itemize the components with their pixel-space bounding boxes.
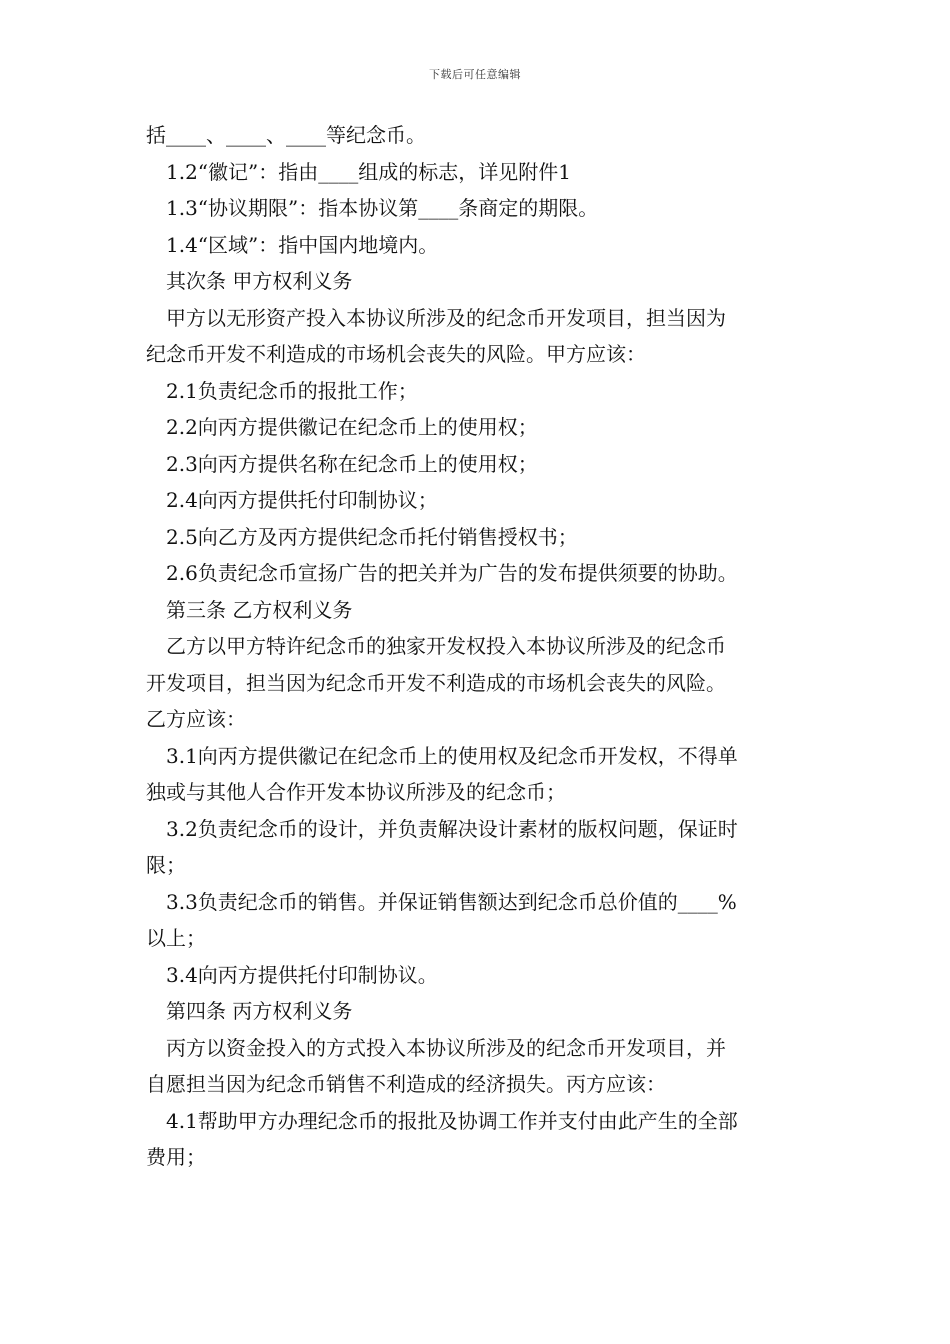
document-line: 其次条 甲方权利义务 <box>166 269 353 293</box>
document-line: 纪念币开发不利造成的市场机会丧失的风险。甲方应该： <box>146 342 646 366</box>
document-line: 开发项目，担当因为纪念币开发不利造成的市场机会丧失的风险。 <box>146 670 726 695</box>
document-line: 独或与其他人合作开发本协议所涉及的纪念币； <box>146 780 566 804</box>
document-line: 限； <box>146 853 186 877</box>
document-line: 2.2向丙方提供徽记在纪念币上的使用权； <box>166 415 538 439</box>
document-line: 括____、____、____等纪念币。 <box>146 123 426 147</box>
document-line: 3.2负责纪念币的设计，并负责解决设计素材的版权问题，保证时 <box>166 816 738 841</box>
document-line: 费用； <box>146 1145 206 1169</box>
document-line: 自愿担当因为纪念币销售不利造成的经济损失。丙方应该： <box>146 1072 666 1096</box>
document-line: 2.1负责纪念币的报批工作； <box>166 378 418 403</box>
document-line: 甲方以无形资产投入本协议所涉及的纪念币开发项目，担当因为 <box>166 305 726 330</box>
document-line: 2.3向丙方提供名称在纪念币上的使用权； <box>166 451 538 476</box>
document-line: 2.4向丙方提供托付印制协议； <box>166 488 438 512</box>
document-line: 3.4向丙方提供托付印制协议。 <box>166 962 438 987</box>
document-line: 第四条 丙方权利义务 <box>166 999 353 1023</box>
document-line: 3.1向丙方提供徽记在纪念币上的使用权及纪念币开发权，不得单 <box>166 743 738 768</box>
document-line: 3.3负责纪念币的销售。并保证销售额达到纪念币总价值的____% <box>166 889 737 914</box>
document-line: 乙方应该： <box>146 707 246 731</box>
document-line: 4.1帮助甲方办理纪念币的报批及协调工作并支付由此产生的全部 <box>166 1108 738 1133</box>
document-line: 2.6负责纪念币宣扬广告的把关并为广告的发布提供须要的协助。 <box>166 561 738 585</box>
document-line: 乙方以甲方特许纪念币的独家开发权投入本协议所涉及的纪念币 <box>166 634 726 658</box>
document-line: 2.5向乙方及丙方提供纪念币托付销售授权书； <box>166 524 578 549</box>
document-body <box>146 117 816 1176</box>
document-line: 丙方以资金投入的方式投入本协议所涉及的纪念币开发项目，并 <box>166 1035 726 1060</box>
document-line: 第三条 乙方权利义务 <box>166 597 353 622</box>
document-line: 1.3“协议期限”：指本协议第____条商定的期限。 <box>166 196 599 220</box>
page-header: 下载后可任意编辑 <box>429 68 521 81</box>
document-line: 1.2“徽记”：指由____组成的标志，详见附件1 <box>166 159 571 184</box>
document-line: 1.4“区域”：指中国内地境内。 <box>166 232 439 257</box>
document-line: 以上； <box>146 926 206 950</box>
